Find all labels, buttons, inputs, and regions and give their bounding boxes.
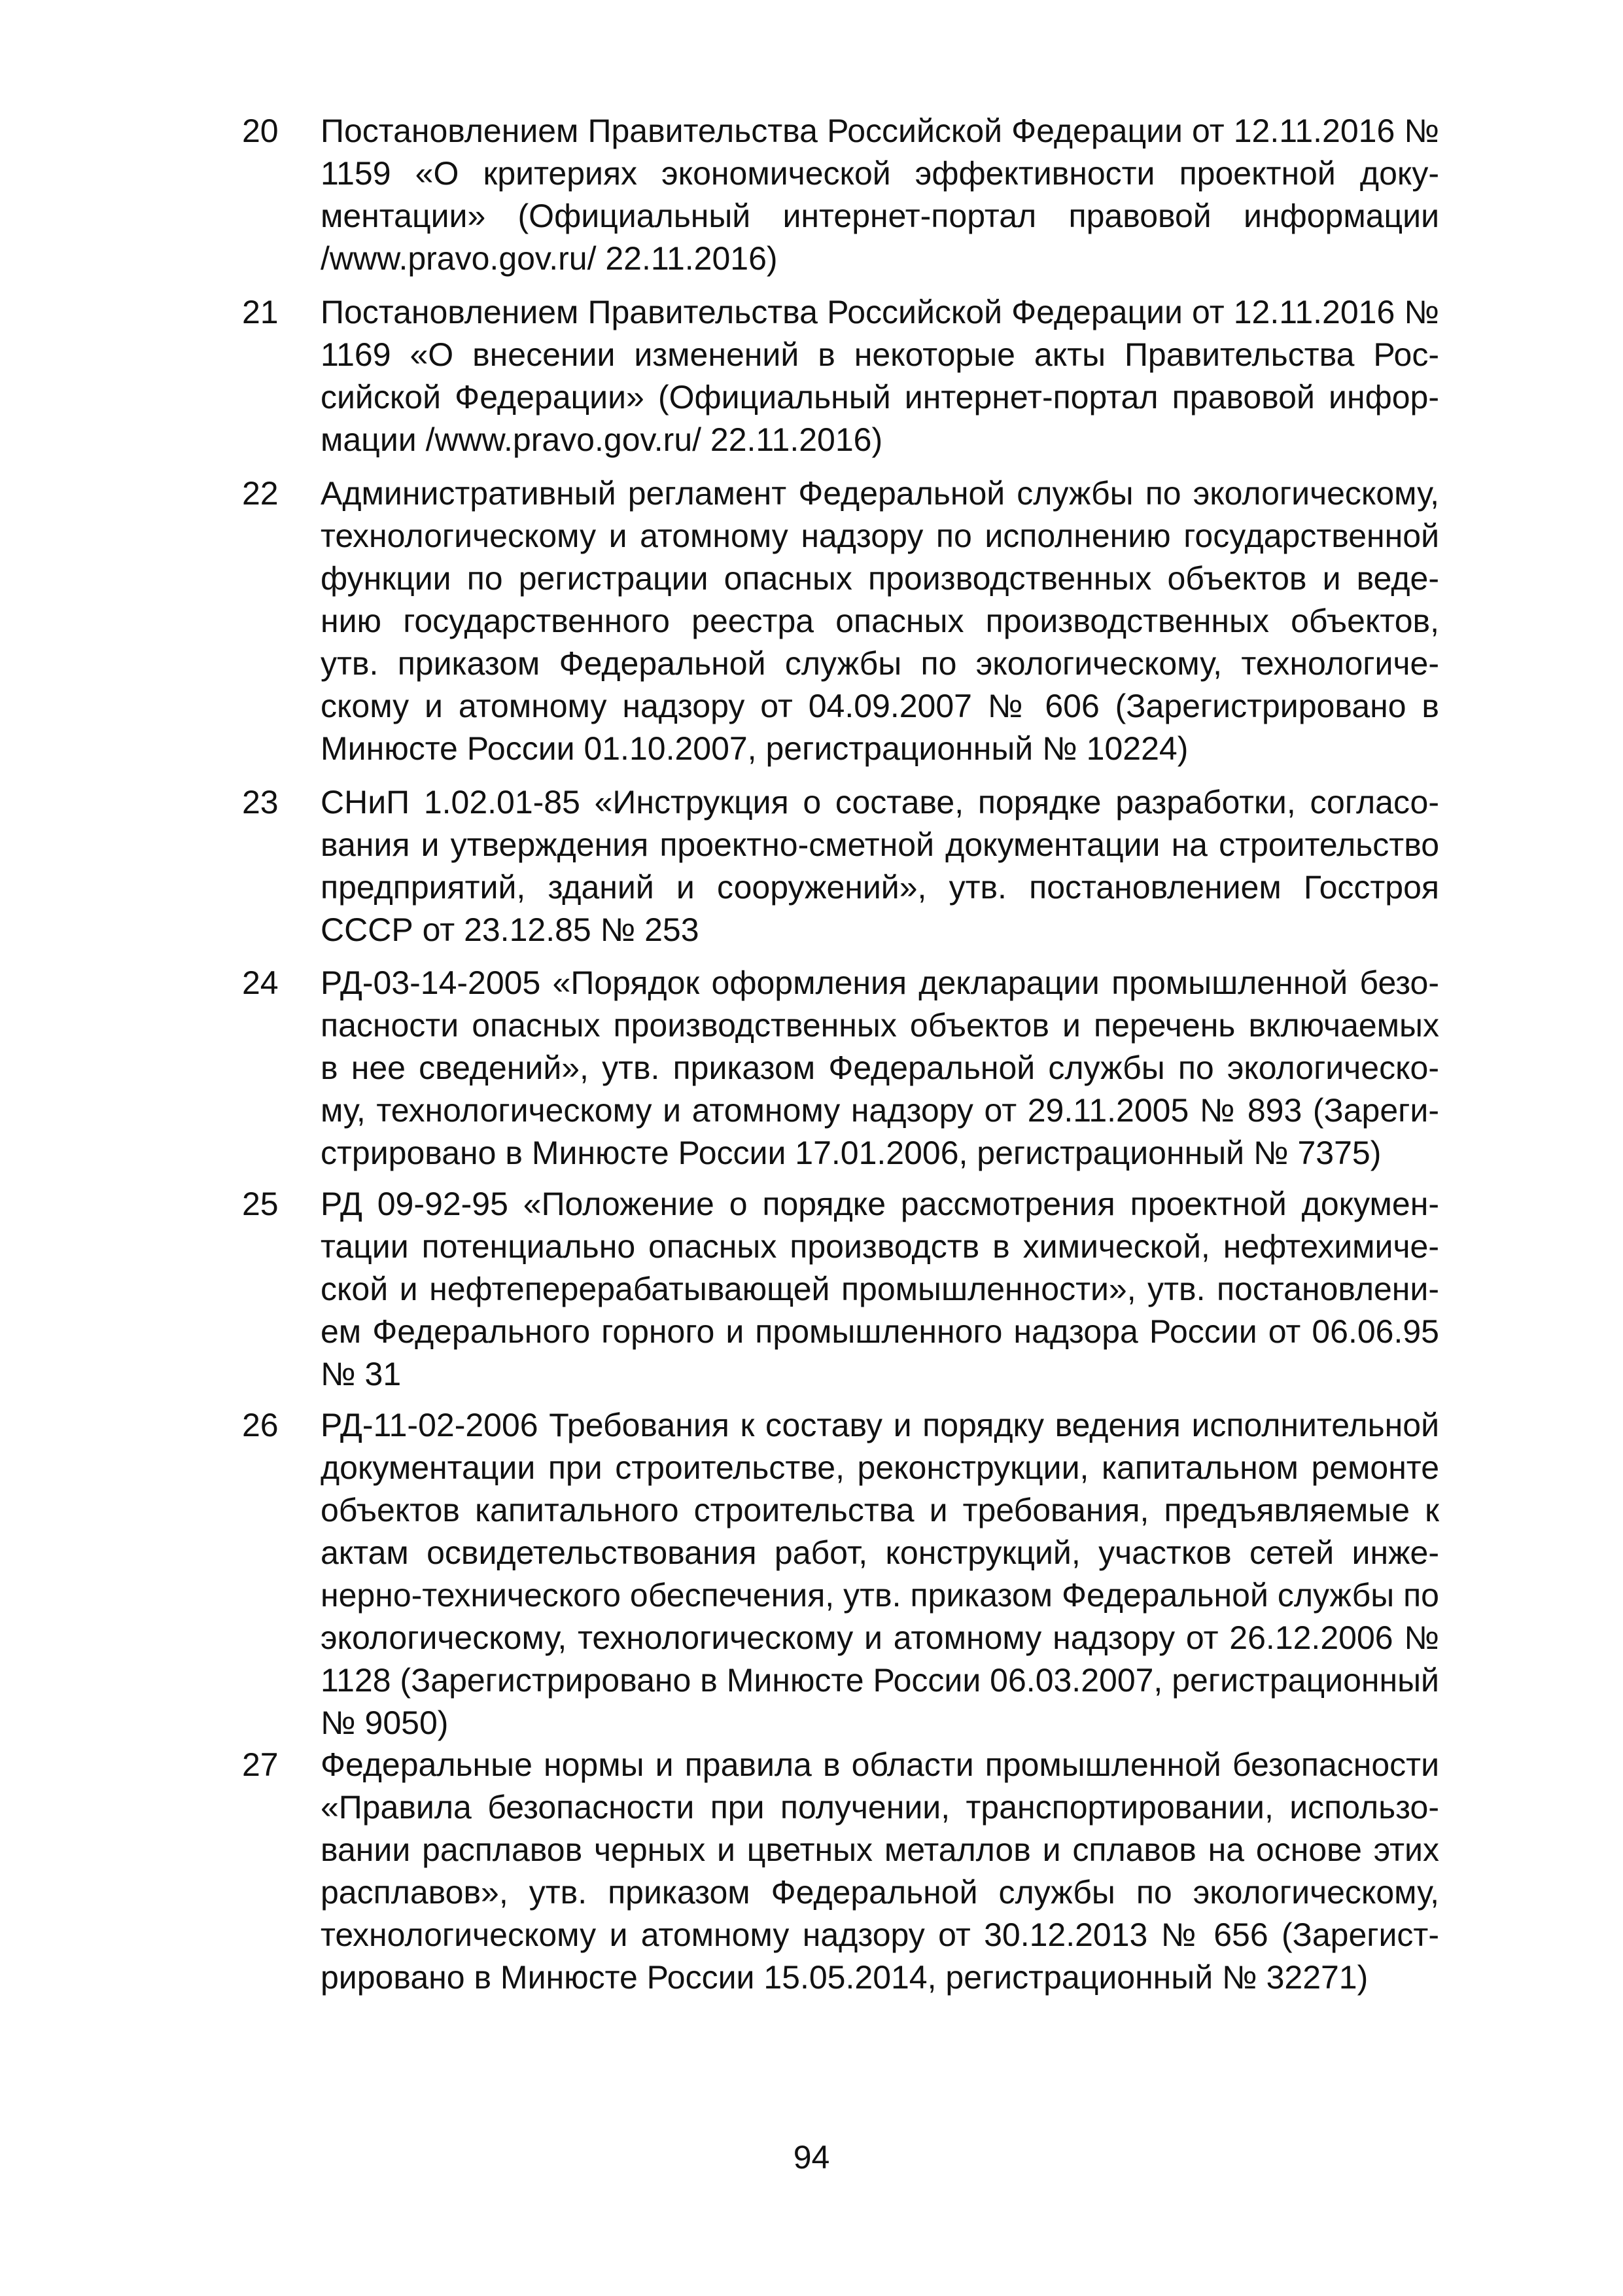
entry-number: 21 (242, 294, 279, 330)
entry-text: СНиП 1.02.01-85 «Инструкция о составе, порядке разработки, согласования и утверждения проектно-сметной документации на строительство предприятий, зданий и сооружений», утв. постановлением Госстроя СССР от 23.12.85 № 253 (321, 784, 1439, 948)
entry-number: 27 (242, 1746, 279, 1783)
entry-number: 25 (242, 1186, 279, 1222)
entry-number: 22 (242, 475, 279, 512)
entry-text: РД-11-02-2006 Требования к составу и порядку ведения исполнительной документации при строительстве, реконструкции, капитальном ремонте объектов капитального строительства и требования, предъявляемые к актам освидетельствования работ, конструкций, участков сетей инженерно-технического обеспечения, утв. приказом Федеральной службы по экологическому, технологическому и атомному надзору от 26.12.2006 № 1128 (Зарегистрировано в Минюсте России 06.03.2007, регистрационный № 9050) (321, 1407, 1439, 1741)
reference-entry-23 (242, 781, 1439, 951)
reference-entry-22 (242, 472, 1439, 770)
entry-number: 24 (242, 964, 279, 1001)
entry-text: Федеральные нормы и правила в области промышленной безопасности «Правила безопасности при получении, транспортировании, использовании расплавов черных и цветных металлов и сплавов на основе этих расплавов», утв. приказом Федеральной службы по экологическому, технологическому и атомному надзору от 30.12.2013 № 656 (Зарегистрировано в Минюсте России 15.05.2014, регистрационный № 32271) (321, 1746, 1439, 1996)
entry-text: Постановлением Правительства Российской Федерации от 12.11.2016 № 1159 «О критериях экономической эффективности проектной документации» (Официальный интернет-портал правовой информации /www.pravo.gov.ru/ 22.11.2016) (321, 113, 1439, 277)
entry-text: РД-03-14-2005 «Порядок оформления декларации промышленной безопасности опасных производственных объектов и перечень включаемых в нее сведений», утв. приказом Федеральной службы по экологическому, технологическому и атомному надзору от 29.11.2005 № 893 (Зарегистрировано в Минюсте России 17.01.2006, регистрационный № 7375) (321, 964, 1439, 1171)
entry-number: 20 (242, 113, 279, 149)
reference-entry-27 (242, 1744, 1439, 1999)
page-number: 94 (793, 2139, 830, 2176)
reference-entry-21 (242, 291, 1439, 461)
reference-entry-25 (242, 1183, 1439, 1396)
entry-number: 26 (242, 1407, 279, 1443)
reference-entry-20 (242, 110, 1439, 280)
reference-entry-26 (242, 1404, 1439, 1744)
entry-text: Постановлением Правительства Российской Федерации от 12.11.2016 № 1169 «О внесении изменений в некоторые акты Правительства Российской Федерации» (Официальный интернет-портал правовой информации /www.pravo.gov.ru/ 22.11.2016) (321, 294, 1439, 458)
entry-number: 23 (242, 784, 279, 821)
reference-entry-24 (242, 962, 1439, 1174)
entry-text: Административный регламент Федеральной службы по экологическому, технологическому и атомному надзору по исполнению государственной функции по регистрации опасных производственных объектов и ведению государственного реестра опасных производственных объектов, утв. приказом Федеральной службы по экологическому, технологическому и атомному надзору от 04.09.2007 № 606 (Зарегистрировано в Минюсте России 01.10.2007, регистрационный № 10224) (321, 475, 1439, 767)
entry-text: РД 09-92-95 «Положение о порядке рассмотрения проектной документации потенциально опасных производств в химической, нефтехимической и нефтеперерабатывающей промышленности», утв. постановлением Федерального горного и промышленного надзора России от 06.06.95 № 31 (321, 1186, 1439, 1392)
